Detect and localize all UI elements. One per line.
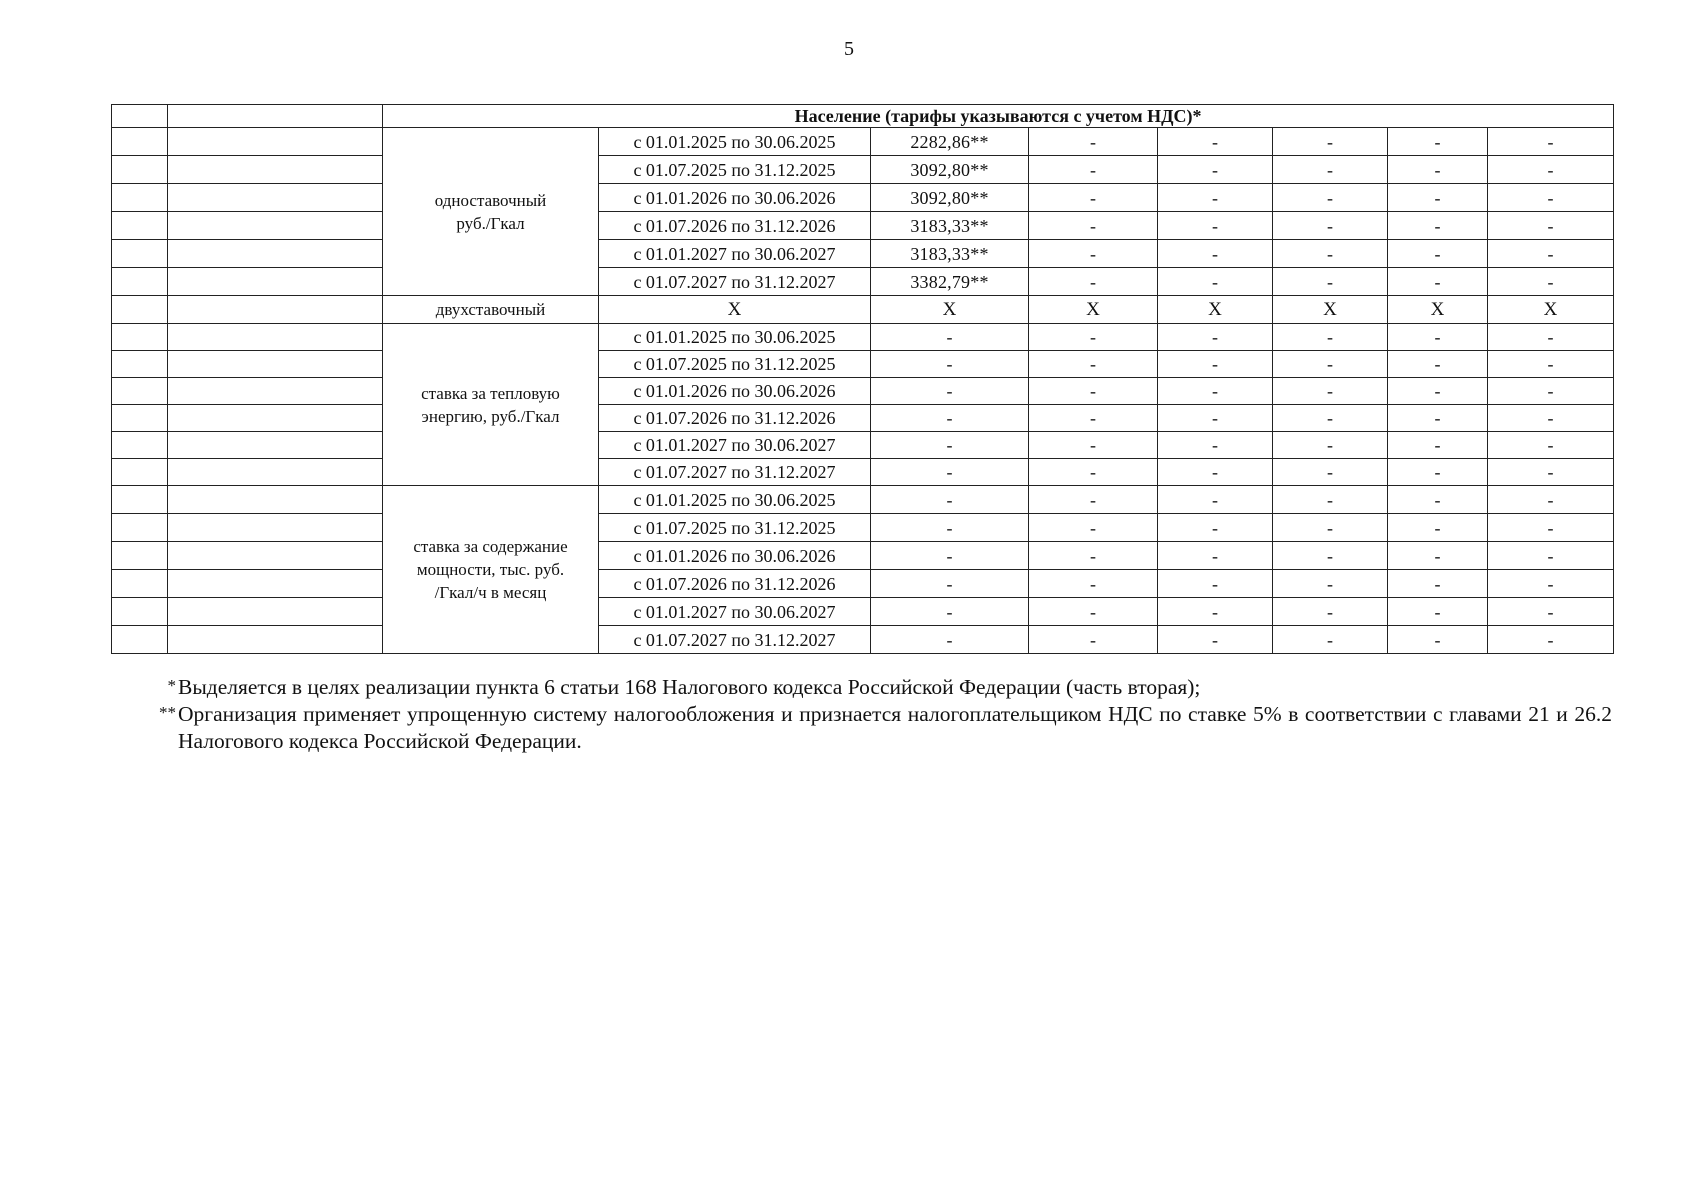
dash-cell: - <box>1273 268 1388 296</box>
table-cell <box>168 268 383 296</box>
table-row <box>112 598 1614 626</box>
table-cell <box>112 184 168 212</box>
dash-cell: - <box>871 405 1029 432</box>
x-mark: X <box>1029 296 1158 324</box>
table-cell <box>112 128 168 156</box>
dash-cell: - <box>1388 156 1488 184</box>
dash-cell: - <box>1488 598 1614 626</box>
dash-cell: - <box>1273 128 1388 156</box>
dash-cell: - <box>1029 378 1158 405</box>
dash-cell: - <box>1388 598 1488 626</box>
tariff-table <box>111 104 1614 654</box>
table-row <box>112 459 1614 486</box>
dash-cell: - <box>1158 156 1273 184</box>
period-cell: с 01.07.2026 по 31.12.2026 <box>599 405 871 432</box>
dash-cell: - <box>1388 514 1488 542</box>
dash-cell: - <box>1273 184 1388 212</box>
dash-cell: - <box>1273 240 1388 268</box>
dash-cell: - <box>871 351 1029 378</box>
period-cell: с 01.01.2026 по 30.06.2026 <box>599 184 871 212</box>
x-mark: X <box>599 296 871 324</box>
period-cell: с 01.01.2025 по 30.06.2025 <box>599 128 871 156</box>
dash-cell: - <box>1029 405 1158 432</box>
table-cell <box>112 268 168 296</box>
footnote-2 <box>146 701 1612 755</box>
dash-cell: - <box>1488 486 1614 514</box>
table-row <box>112 268 1614 296</box>
tariff-value: 2282,86** <box>871 128 1029 156</box>
dash-cell: - <box>1388 486 1488 514</box>
footnotes <box>146 674 1612 755</box>
section-title: Население (тарифы указываются с учетом НДС)* <box>383 105 1614 128</box>
dash-cell: - <box>1158 212 1273 240</box>
period-cell: с 01.07.2027 по 31.12.2027 <box>599 626 871 654</box>
table-cell <box>168 296 383 324</box>
table-row <box>112 570 1614 598</box>
dash-cell: - <box>1158 184 1273 212</box>
table-cell <box>168 378 383 405</box>
period-cell: с 01.01.2027 по 30.06.2027 <box>599 240 871 268</box>
period-cell: с 01.01.2025 по 30.06.2025 <box>599 324 871 351</box>
period-cell: с 01.01.2027 по 30.06.2027 <box>599 432 871 459</box>
table-row <box>112 184 1614 212</box>
dash-cell: - <box>1158 378 1273 405</box>
dash-cell: - <box>1388 268 1488 296</box>
table-cell <box>168 324 383 351</box>
dash-cell: - <box>1158 570 1273 598</box>
table-cell <box>112 459 168 486</box>
group-label-line: ставка за содержание <box>413 537 568 556</box>
table-cell <box>168 405 383 432</box>
dash-cell: - <box>1488 156 1614 184</box>
dash-cell: - <box>1273 598 1388 626</box>
dash-cell: - <box>1388 542 1488 570</box>
dash-cell: - <box>1273 459 1388 486</box>
dash-cell: - <box>1388 432 1488 459</box>
tariff-value: 3183,33** <box>871 240 1029 268</box>
footnote-mark: * <box>167 676 176 695</box>
dash-cell: - <box>1273 378 1388 405</box>
dash-cell: - <box>1029 240 1158 268</box>
dash-cell: - <box>1029 542 1158 570</box>
period-cell: с 01.07.2026 по 31.12.2026 <box>599 212 871 240</box>
dash-cell: - <box>1273 432 1388 459</box>
table-cell <box>168 156 383 184</box>
dash-cell: - <box>1273 542 1388 570</box>
table-row <box>112 324 1614 351</box>
group-label-line: мощности, тыс. руб. <box>416 560 565 579</box>
dash-cell: - <box>1029 184 1158 212</box>
dash-cell: - <box>1158 432 1273 459</box>
table-cell <box>112 212 168 240</box>
dash-cell: - <box>871 459 1029 486</box>
dash-cell: - <box>871 486 1029 514</box>
dash-cell: - <box>1158 240 1273 268</box>
tariff-value: 3092,80** <box>871 184 1029 212</box>
dash-cell: - <box>1273 156 1388 184</box>
table-cell <box>112 514 168 542</box>
dash-cell: - <box>1388 324 1488 351</box>
table-cell <box>168 626 383 654</box>
table-row <box>112 486 1614 514</box>
dash-cell: - <box>1029 156 1158 184</box>
dash-cell: - <box>1029 598 1158 626</box>
dash-cell: - <box>1388 570 1488 598</box>
table-cell <box>112 378 168 405</box>
dash-cell: - <box>1158 128 1273 156</box>
period-cell: с 01.07.2025 по 31.12.2025 <box>599 351 871 378</box>
page-number: 5 <box>844 38 854 60</box>
dash-cell: - <box>1488 378 1614 405</box>
table-cell <box>112 570 168 598</box>
dash-cell: - <box>1273 405 1388 432</box>
table-cell <box>168 570 383 598</box>
x-mark: X <box>1158 296 1273 324</box>
period-cell: с 01.07.2027 по 31.12.2027 <box>599 268 871 296</box>
x-mark: X <box>1488 296 1614 324</box>
table-cell <box>112 296 168 324</box>
table-row <box>112 351 1614 378</box>
x-mark: X <box>871 296 1029 324</box>
group-label-line: ставка за тепловую <box>421 383 560 403</box>
table-cell <box>112 432 168 459</box>
group-label <box>383 486 599 654</box>
dash-cell: - <box>1029 128 1158 156</box>
dash-cell: - <box>1158 268 1273 296</box>
table-cell <box>168 432 383 459</box>
table-cell <box>112 486 168 514</box>
table-cell <box>112 542 168 570</box>
dash-cell: - <box>1388 128 1488 156</box>
dash-cell: - <box>1488 268 1614 296</box>
footnote-1 <box>146 674 1612 701</box>
footnote-text: Организация применяет упрощенную систему налогообложения и признается налогоплательщиком НДС по ставке 5% в соответствии с главами 21 и 26.2 Налогового кодекса Российской Федерации. <box>178 702 1612 753</box>
dash-cell: - <box>1488 570 1614 598</box>
dash-cell: - <box>1273 514 1388 542</box>
table-cell <box>168 212 383 240</box>
dash-cell: - <box>1029 268 1158 296</box>
table-cell <box>168 459 383 486</box>
dash-cell: - <box>871 626 1029 654</box>
group-label-line: /Гкал/ч в месяц <box>434 583 547 602</box>
two-part-row <box>112 296 1614 324</box>
table-cell <box>112 240 168 268</box>
tariff-value: 3092,80** <box>871 156 1029 184</box>
table-row <box>112 626 1614 654</box>
section-header-row <box>112 105 1614 128</box>
dash-cell: - <box>1029 351 1158 378</box>
table-row <box>112 156 1614 184</box>
table-cell <box>112 105 168 128</box>
table-cell <box>168 351 383 378</box>
dash-cell: - <box>1273 570 1388 598</box>
table-row <box>112 405 1614 432</box>
dash-cell: - <box>1273 351 1388 378</box>
dash-cell: - <box>1029 570 1158 598</box>
dash-cell: - <box>1158 626 1273 654</box>
table-cell <box>168 598 383 626</box>
dash-cell: - <box>1388 184 1488 212</box>
dash-cell: - <box>1158 542 1273 570</box>
dash-cell: - <box>1488 128 1614 156</box>
table-cell <box>168 128 383 156</box>
dash-cell: - <box>871 514 1029 542</box>
dash-cell: - <box>1488 212 1614 240</box>
footnote-mark: ** <box>159 703 176 722</box>
dash-cell: - <box>1388 459 1488 486</box>
dash-cell: - <box>1158 405 1273 432</box>
table-row <box>112 432 1614 459</box>
dash-cell: - <box>1388 240 1488 268</box>
dash-cell: - <box>1029 514 1158 542</box>
period-cell: с 01.07.2025 по 31.12.2025 <box>599 514 871 542</box>
dash-cell: - <box>1273 486 1388 514</box>
table-row <box>112 212 1614 240</box>
period-cell: с 01.01.2025 по 30.06.2025 <box>599 486 871 514</box>
group-label-line: руб./Гкал <box>456 213 525 233</box>
period-cell: с 01.07.2027 по 31.12.2027 <box>599 459 871 486</box>
dash-cell: - <box>1029 459 1158 486</box>
two-part-label: двухставочный <box>383 296 599 324</box>
table-cell <box>168 184 383 212</box>
dash-cell: - <box>871 542 1029 570</box>
table-cell <box>112 324 168 351</box>
x-mark: X <box>1273 296 1388 324</box>
dash-cell: - <box>871 324 1029 351</box>
dash-cell: - <box>1488 405 1614 432</box>
table-cell <box>112 626 168 654</box>
dash-cell: - <box>1488 542 1614 570</box>
table-cell <box>168 105 383 128</box>
dash-cell: - <box>1273 324 1388 351</box>
dash-cell: - <box>1488 184 1614 212</box>
dash-cell: - <box>1029 486 1158 514</box>
dash-cell: - <box>1488 324 1614 351</box>
dash-cell: - <box>1158 514 1273 542</box>
table-cell <box>112 156 168 184</box>
table-row <box>112 542 1614 570</box>
dash-cell: - <box>1488 459 1614 486</box>
period-cell: с 01.07.2025 по 31.12.2025 <box>599 156 871 184</box>
dash-cell: - <box>1158 598 1273 626</box>
table-cell <box>168 240 383 268</box>
dash-cell: - <box>1158 459 1273 486</box>
footnote-text: Выделяется в целях реализации пункта 6 статьи 168 Налогового кодекса Российской Федерации (часть вторая); <box>178 675 1201 699</box>
dash-cell: - <box>1488 432 1614 459</box>
group-label-line: одноставочный <box>434 190 547 210</box>
table-row <box>112 128 1614 156</box>
dash-cell: - <box>1388 405 1488 432</box>
dash-cell: - <box>1388 212 1488 240</box>
dash-cell: - <box>1029 324 1158 351</box>
dash-cell: - <box>1273 626 1388 654</box>
dash-cell: - <box>1158 324 1273 351</box>
period-cell: с 01.01.2026 по 30.06.2026 <box>599 542 871 570</box>
dash-cell: - <box>871 598 1029 626</box>
table-cell <box>112 598 168 626</box>
tariff-value: 3382,79** <box>871 268 1029 296</box>
group-label-line: энергию, руб./Гкал <box>421 406 560 426</box>
dash-cell: - <box>1388 626 1488 654</box>
table-cell <box>112 351 168 378</box>
table-row <box>112 378 1614 405</box>
tariff-value: 3183,33** <box>871 212 1029 240</box>
period-cell: с 01.01.2026 по 30.06.2026 <box>599 378 871 405</box>
dash-cell: - <box>871 378 1029 405</box>
group-label <box>383 324 599 486</box>
table-cell <box>112 405 168 432</box>
dash-cell: - <box>1029 626 1158 654</box>
dash-cell: - <box>871 570 1029 598</box>
group-label <box>383 128 599 296</box>
period-cell: с 01.07.2026 по 31.12.2026 <box>599 570 871 598</box>
dash-cell: - <box>1029 432 1158 459</box>
table-cell <box>168 486 383 514</box>
dash-cell: - <box>1158 486 1273 514</box>
x-mark: X <box>1388 296 1488 324</box>
table-cell <box>168 542 383 570</box>
dash-cell: - <box>1388 351 1488 378</box>
dash-cell: - <box>1029 212 1158 240</box>
table-row <box>112 514 1614 542</box>
dash-cell: - <box>1158 351 1273 378</box>
dash-cell: - <box>1488 626 1614 654</box>
dash-cell: - <box>1488 351 1614 378</box>
table-cell <box>168 514 383 542</box>
period-cell: с 01.01.2027 по 30.06.2027 <box>599 598 871 626</box>
table-row <box>112 240 1614 268</box>
dash-cell: - <box>1388 378 1488 405</box>
dash-cell: - <box>1488 240 1614 268</box>
dash-cell: - <box>871 432 1029 459</box>
dash-cell: - <box>1273 212 1388 240</box>
dash-cell: - <box>1488 514 1614 542</box>
